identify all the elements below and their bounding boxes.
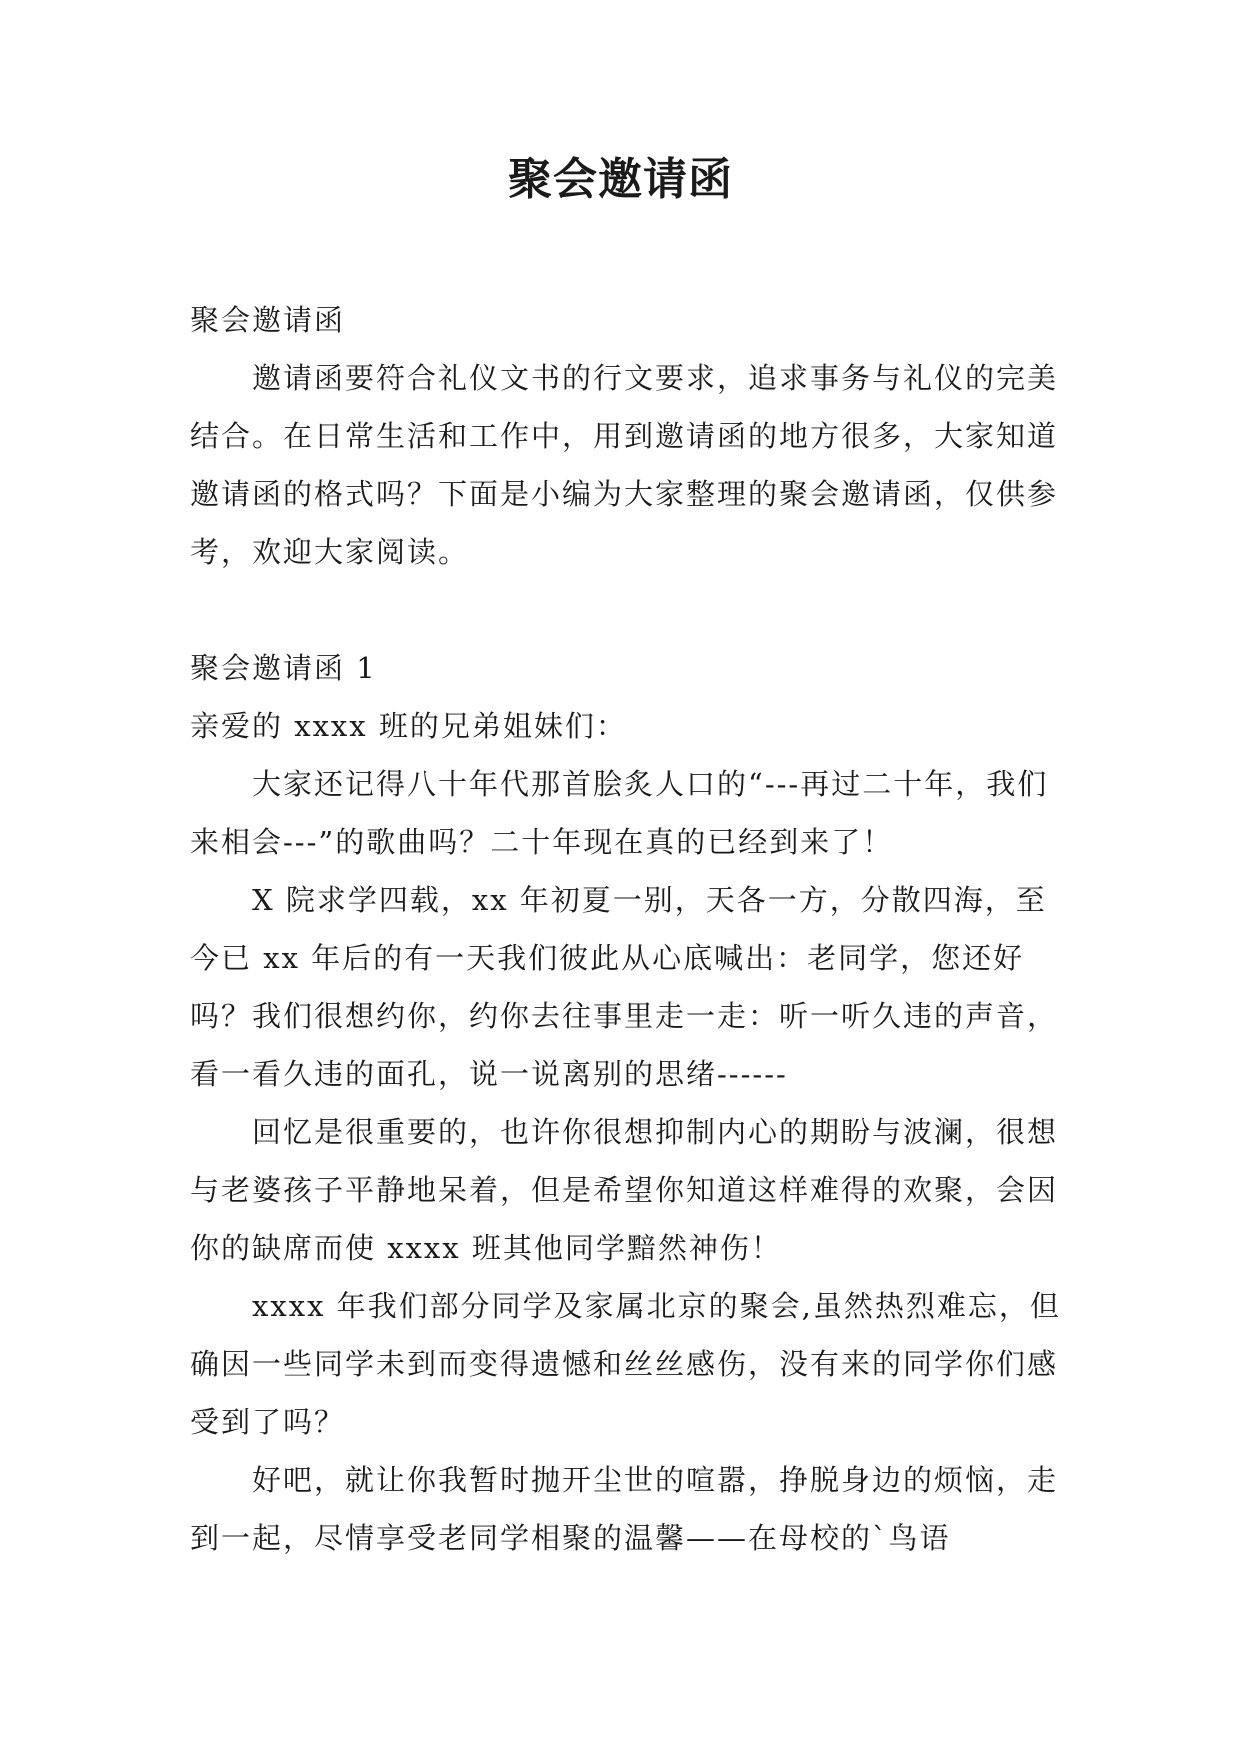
section-heading: 聚会邀请函 1: [190, 651, 377, 685]
body-paragraph: xxxx 年我们部分同学及家属北京的聚会,虽然热烈难忘，但确因一些同学未到而变得遗憾和丝丝感伤，没有来的同学你们感受到了吗？: [190, 1289, 1061, 1439]
body-paragraph: 大家还记得八十年代那首脍炙人口的“---再过二十年，我们来相会---”的歌曲吗？二十年现在真的已经到来了！: [190, 767, 1049, 859]
intro-paragraph: 邀请函要符合礼仪文书的行文要求，追求事务与礼仪的完美结合。在日常生活和工作中，用到邀请函的地方很多，大家知道邀请函的格式吗？下面是小编为大家整理的聚会邀请函，仅供参考，欢迎大家阅读。: [190, 361, 1059, 569]
document-title: 聚会邀请函: [508, 154, 733, 205]
body-paragraph: 回忆是很重要的，也许你很想抑制内心的期盼与波澜，很想与老婆孩子平静地呆着，但是希望你知道这样难得的欢聚，会因你的缺席而使 xxxx 班其他同学黯然神伤！: [190, 1115, 1059, 1265]
body-paragraph: 好吧，就让你我暂时抛开尘世的喧嚣，挣脱身边的烦恼，走到一起，尽情享受老同学相聚的温馨——在母校的`鸟语: [190, 1463, 1059, 1555]
salutation: 亲爱的 xxxx 班的兄弟姐妹们：: [190, 709, 627, 743]
body-heading: 聚会邀请函: [190, 303, 346, 337]
document-body: [190, 291, 1066, 1567]
body-paragraph: X 院求学四载，xx 年初夏一别，天各一方，分散四海，至今已 xx 年后的有一天我们彼此从心底喊出：老同学，您还好吗？我们很想约你，约你去往事里走一走：听一听久违的声音，看一看久违的面孔，说一说离别的思绪------: [190, 883, 1059, 1091]
